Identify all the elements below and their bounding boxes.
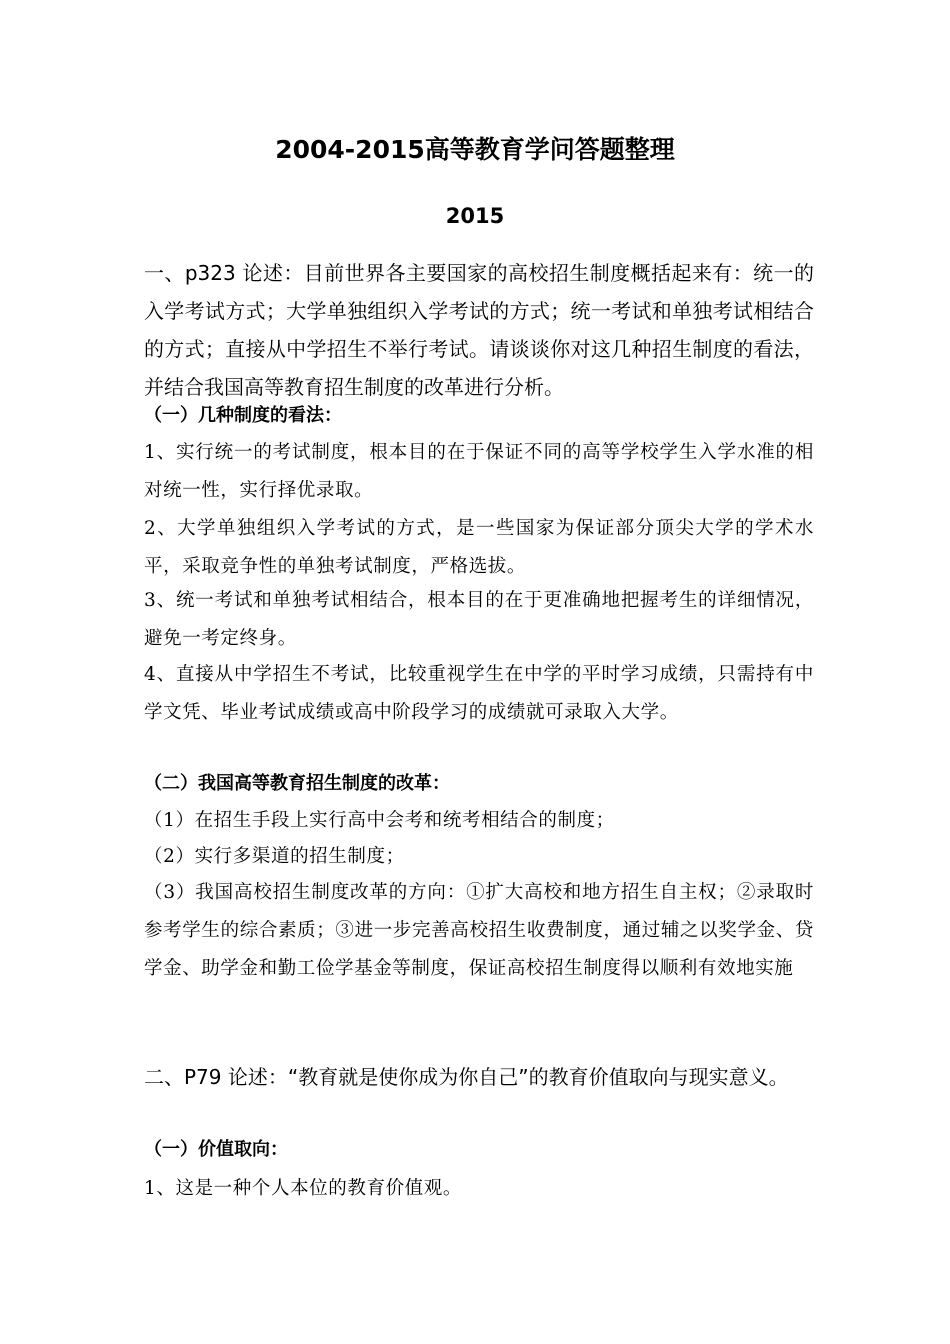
q1-part-1-item: 3、统一考试和单独考试相结合，根本目的在于更准确地把握考生的详细情况，避免一考定终身。 bbox=[144, 590, 814, 649]
q1-part-1-item: 1、实行统一的考试制度，根本目的在于保证不同的高等学校学生入学水准的相对统一性，实行择优录取。 bbox=[144, 442, 814, 501]
q2-part-1-title: （一）价值取向： bbox=[144, 1139, 288, 1160]
q1-part-2-title: （二）我国高等教育招生制度的改革： bbox=[144, 773, 450, 794]
q2-part-1-item: 1、这是一种个人本位的教育价值观。 bbox=[144, 1178, 462, 1199]
question-1-heading: 一、p323 论述：目前世界各主要国家的高校招生制度概括起来有：统一的入学考试方式；大学单独组织入学考试的方式；统一考试和单独考试相结合的方式；直接从中学招生不举行考试。请谈谈你对这几种招生制度的看法，并结合我国高等教育招生制度的改革进行分析。 bbox=[144, 261, 814, 399]
q1-part-1-item: 4、直接从中学招生不考试，比较重视学生在中学的平时学习成绩，只需持有中学文凭、毕业考试成绩或高中阶段学习的成绩就可录取入大学。 bbox=[144, 664, 814, 723]
q1-part-2-item: （3）我国高校招生制度改革的方向：①扩大高校和地方招生自主权；②录取时参考学生的综合素质；③进一步完善高校招生收费制度，通过辅之以奖学金、贷学金、助学金和勤工俭学基金等制度，保证高校招生制度得以顺利有效地实施 bbox=[144, 882, 814, 979]
question-2-heading: 二、P79 论述：“教育就是使你成为你自己”的教育价值取向与现实意义。 bbox=[144, 1065, 789, 1089]
q1-part-2-item: （2）实行多渠道的招生制度； bbox=[144, 846, 405, 867]
year-heading: 2015 bbox=[445, 204, 505, 228]
document-title: 2004-2015高等教育学问答题整理 bbox=[275, 135, 675, 164]
q1-part-1-item: 2、大学单独组织入学考试的方式，是一些国家为保证部分顶尖大学的学术水平，采取竞争性的单独考试制度，严格选拔。 bbox=[144, 518, 814, 577]
q1-part-2-item: （1）在招生手段上实行高中会考和统考相结合的制度； bbox=[144, 810, 615, 831]
q1-part-1-title: （一）几种制度的看法： bbox=[144, 405, 342, 426]
